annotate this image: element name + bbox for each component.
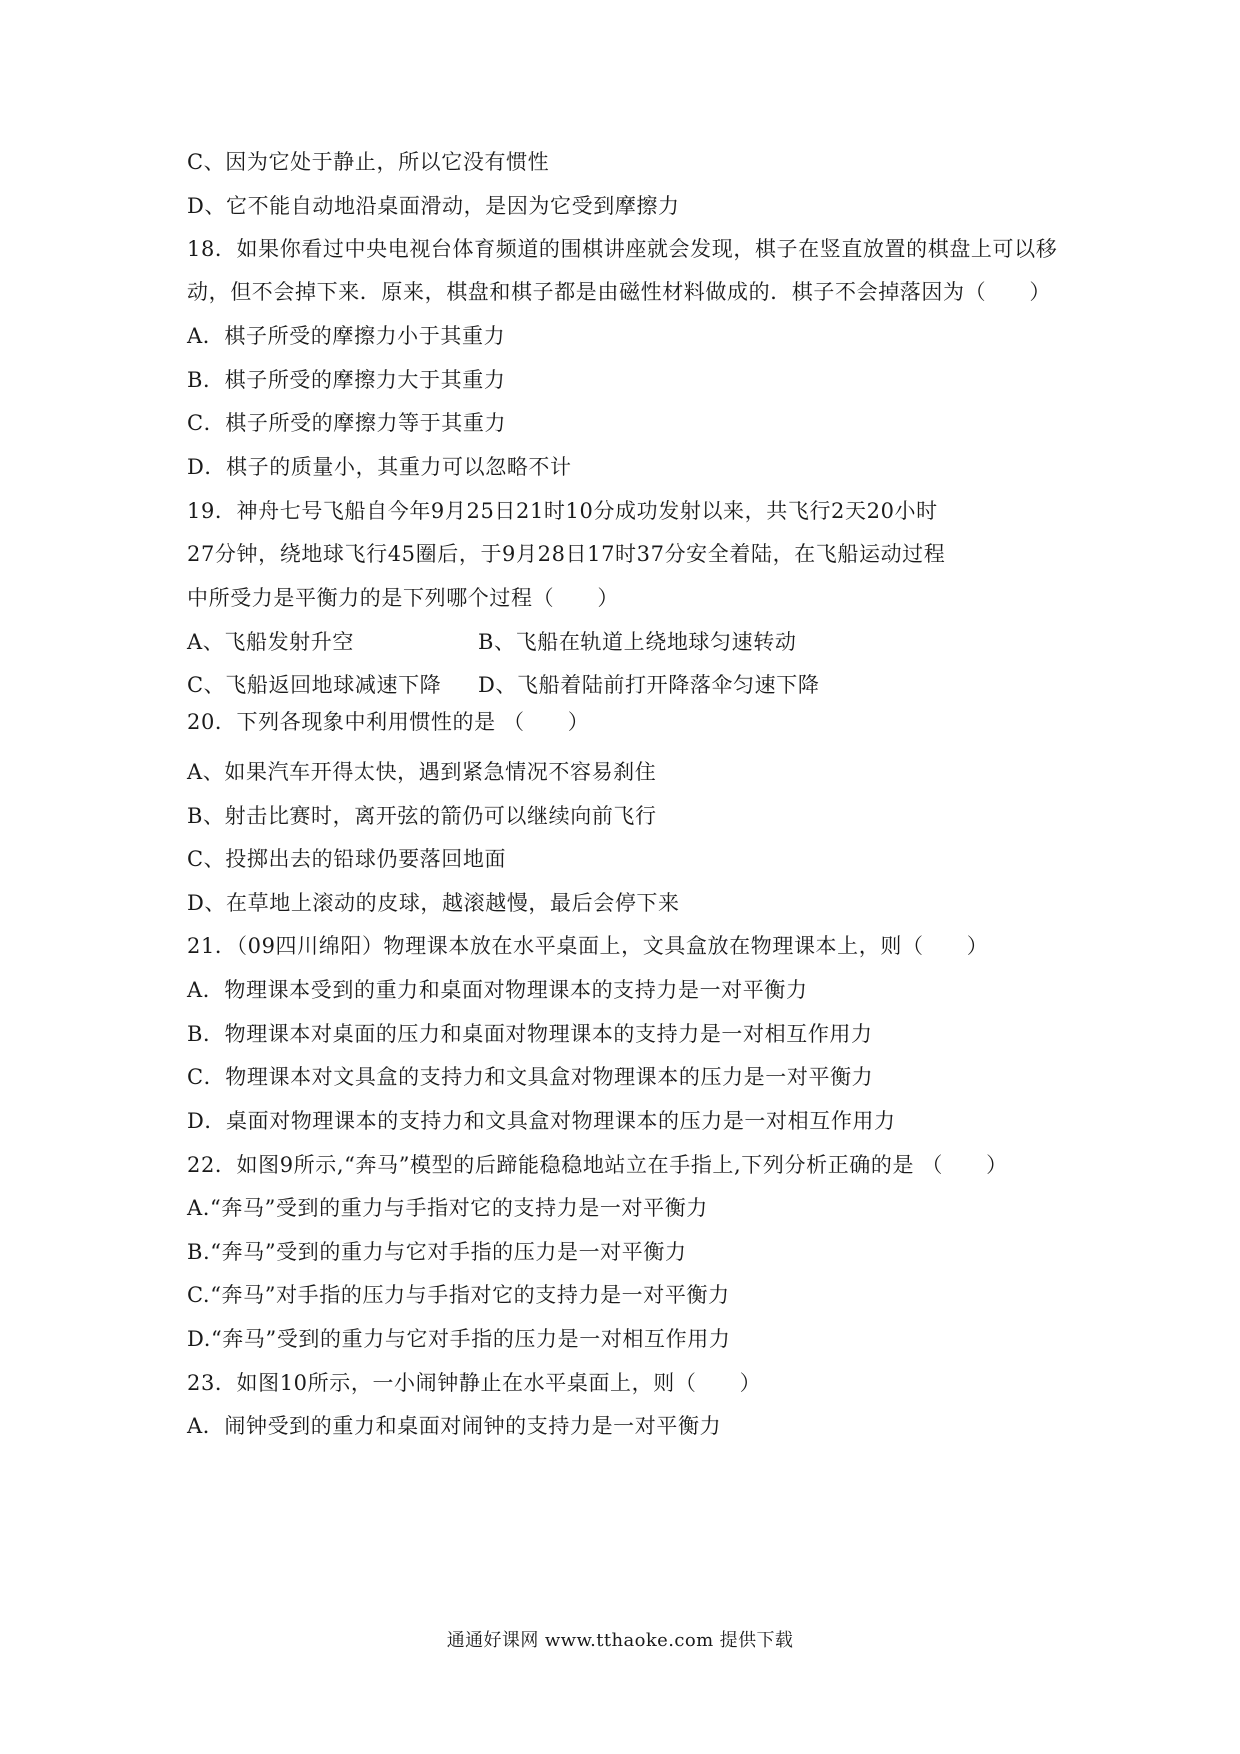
- option-17c: C、因为它处于静止，所以它没有惯性: [187, 150, 550, 174]
- option-20a: A、如果汽车开得太快，遇到紧急情况不容易刹住: [187, 760, 657, 784]
- question-21: 21．（09四川绵阳）物理课本放在水平桌面上，文具盒放在物理课本上，则（ ）: [187, 934, 989, 958]
- question-19-line-1: 19．神舟七号飞船自今年9月25日21时10分成功发射以来，共飞行2天20小时: [187, 499, 938, 523]
- option-19d: D、飞船着陆前打开降落伞匀速下降: [478, 673, 820, 697]
- question-18-line-2: 动，但不会掉下来．原来，棋盘和棋子都是由磁性材料做成的．棋子不会掉落因为（ ）: [187, 280, 1051, 304]
- option-20c: C、投掷出去的铅球仍要落回地面: [187, 847, 507, 871]
- question-19-line-2: 27分钟，绕地球飞行45圈后，于9月28日17时37分安全着陆，在飞船运动过程: [187, 542, 946, 566]
- option-18a: A．棋子所受的摩擦力小于其重力: [187, 324, 506, 348]
- option-19a: A、飞船发射升空: [187, 630, 354, 654]
- option-23a: A．闹钟受到的重力和桌面对闹钟的支持力是一对平衡力: [187, 1414, 722, 1438]
- option-21b: B．物理课本对桌面的压力和桌面对物理课本的支持力是一对相互作用力: [187, 1022, 873, 1046]
- option-17d: D、它不能自动地沿桌面滑动，是因为它受到摩擦力: [187, 194, 680, 218]
- option-20b: B、射击比赛时，离开弦的箭仍可以继续向前飞行: [187, 804, 657, 828]
- page-footer: 通通好课网 www.tthaoke.com 提供下载: [446, 1630, 794, 1651]
- option-18c: C．棋子所受的摩擦力等于其重力: [187, 411, 507, 435]
- option-21a: A．物理课本受到的重力和桌面对物理课本的支持力是一对平衡力: [187, 978, 808, 1002]
- option-22b: B.“奔马”受到的重力与它对手指的压力是一对平衡力: [187, 1240, 687, 1264]
- option-22a: A.“奔马”受到的重力与手指对它的支持力是一对平衡力: [187, 1196, 708, 1220]
- option-19b: B、飞船在轨道上绕地球匀速转动: [478, 630, 797, 654]
- option-22c: C.“奔马”对手指的压力与手指对它的支持力是一对平衡力: [187, 1283, 730, 1307]
- question-20: 20．下列各现象中利用惯性的是 （ ）: [187, 710, 590, 734]
- option-21d: D．桌面对物理课本的支持力和文具盒对物理课本的压力是一对相互作用力: [187, 1109, 896, 1133]
- question-22: 22．如图9所示,“奔马”模型的后蹄能稳稳地站立在手指上,下列分析正确的是 （ ）: [187, 1153, 1008, 1177]
- option-21c: C．物理课本对文具盒的支持力和文具盒对物理课本的压力是一对平衡力: [187, 1065, 874, 1089]
- option-22d: D.“奔马”受到的重力与它对手指的压力是一对相互作用力: [187, 1327, 731, 1351]
- option-18b: B．棋子所受的摩擦力大于其重力: [187, 368, 506, 392]
- question-19-line-3: 中所受力是平衡力的是下列哪个过程（ ）: [187, 586, 619, 610]
- option-20d: D、在草地上滚动的皮球，越滚越慢，最后会停下来: [187, 891, 680, 915]
- question-23: 23．如图10所示，一小闹钟静止在水平桌面上，则（ ）: [187, 1371, 762, 1395]
- question-18-line-1: 18．如果你看过中央电视台体育频道的围棋讲座就会发现，棋子在竖直放置的棋盘上可以移: [187, 237, 1058, 261]
- option-18d: D．棋子的质量小，其重力可以忽略不计: [187, 455, 572, 479]
- option-19c: C、飞船返回地球减速下降: [187, 673, 442, 697]
